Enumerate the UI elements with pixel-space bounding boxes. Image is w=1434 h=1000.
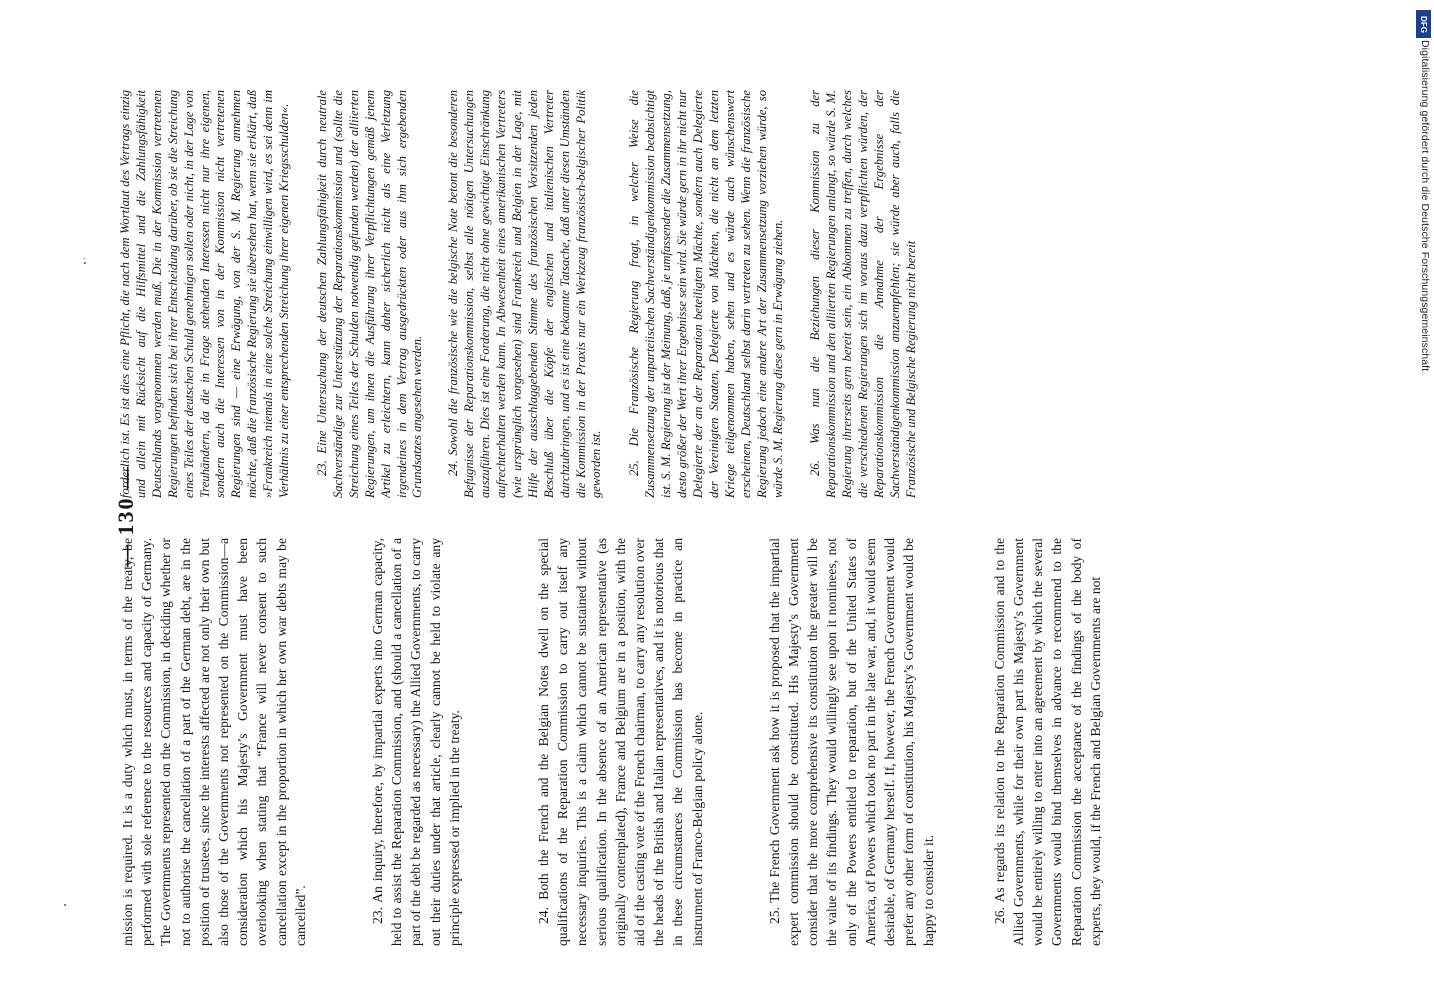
english-paragraph-26: 26. As regards its relation to the Reparation Commission and to the Allied Governments, while for their own part his Majesty’s Government would be entirely willing to enter into an agreement by which the several Governments would bind themselves in advance to recommend to the Reparation Commission the acceptance of the findings of the body of experts, they would, if the French and Belgian Governments are not	[991, 538, 1103, 946]
english-paragraph-23: 23. An inquiry, therefore, by impartial experts into German capacity, held to assist the Reparation Commission, and (should a cancellation of a part of the debt be regarded as necessary) the Allied Governments, to carry out their duties under that article, clearly cannot be held to violate any principle expressed or implied in the treaty.	[370, 538, 462, 946]
german-paragraph-25: 25. Die Französische Regierung fragt, in welcher Weise die Zusammensetzung der unparteiischen Sachverständigenkommission beabsichtigt ist. S. M. Regierung ist der Meinung, daß, je umfassender die Zusammensetzung, desto größer der Wert ihrer Ergebnisse sein wird. Sie würde gern in ihr nicht nur Delegierte der an der Reparation beteiligten Mächte, sondern auch Delegierte der Vereinigten Staaten, Delegierte von Mächten, die nicht an dem letzten Kriege teilgenommen haben, sehen und es würde auch wünschenswert erscheinen, Deutschland selbst darin vertreten zu sehen. Wenn die französische Regierung jedoch eine andere Art der Zusammensetzung vorziehen würde, so würde S. M. Regierung diese gern in Erwägung ziehen.	[627, 90, 785, 498]
german-column	[118, 90, 1328, 498]
english-paragraph-22-continued: mission is required. It is a duty which must, in terms of the treaty, be performed with sole reference to the resources and capacity of Germany. The Governments represented on the Commission, in deciding whether or not to authorise the cancellation of a part of the German debt, are in the position of trustees, since the interests affected are not only their own but also those of the Governments not represented on the Commission—a consideration which his Majesty’s Government must have been overlooking when stating that “France will never consent to such cancellation except in the proportion in which her own war debts may be cancelled”.	[120, 538, 308, 946]
scan-speck	[84, 262, 86, 264]
scanned-page	[104, 86, 1334, 946]
german-paragraph-23: 23. Eine Untersuchung der deutschen Zahlungsfähigkeit durch neutrale Sachverständige zur Unterstützung der Reparationskommission und (sollte die Streichung eines Teiles der Schulden notwendig gefunden werden) der alliierten Regierungen, um ihnen die Ausführung ihrer Verpflichtungen gemäß jenem Artikel zu erleichtern, kann daher sicherlich nicht als eine Verletzung irgendeines in dem Vertrag ausgedrückten oder aus ihm sich ergebenden Grundsatzes angesehen werden.	[314, 90, 425, 498]
scan-speck	[64, 904, 66, 906]
german-paragraph-22-continued: forderlich ist. Es ist dies eine Pflicht, die nach dem Wortlaut des Vertrags einzig und allein mit Rücksicht auf die Hilfsmittel und die Zahlungsfähigkeit Deutschlands vorgenommen werden muß. Die in der Kommission vertretenen Regierungen befinden sich bei ihrer Entscheidung darüber, ob sie die Streichung eines Teiles der deutschen Schuld genehmigen sollen oder nicht, in der Lage von Treuhändern, da die in Frage stehenden Interessen nicht nur ihre eigenen, sondern auch die Interessen von in der Kommission nicht vertretenen Regierungen sind — eine Erwägung, von der S. M. Regierung annehmen möchte, daß die französische Regierung sie übersehen hat, wenn sie erklärt, daß »Frankreich niemals in eine solche Streichung einwilligen wird, es sei denn im Verhältnis zu einer entsprechenden Streichung ihrer eigenen Kriegsschulden«.	[118, 90, 292, 498]
watermark-text: Digitalisierung gefördert durch die Deutsche Forschungsgemeinschaft	[1419, 40, 1431, 372]
page-number: — 130 —	[113, 465, 138, 567]
german-paragraph-26: 26. Was nun die Beziehungen dieser Kommission zu der Reparationskommission und den alliierten Regierungen anlangt, so würde S. M. Regierung ihrerseits gern bereit sein, ein Abkommen zu treffen, durch welches die verschiedenen Regierungen sich im voraus dazu verpflichten würden, der Reparationskommission die Annahme der Ergebnisse der Sachverständigenkommission anzuempfehlen; sie würde aber auch, falls die Französische und Belgische Regierung nicht bereit	[808, 90, 918, 498]
english-column	[118, 538, 1328, 946]
digitization-watermark	[1412, 8, 1434, 996]
scan-speck	[84, 258, 85, 259]
english-paragraph-25: 25. The French Government ask how it is proposed that the impartial expert commission should be constituted. His Majesty’s Government consider that the more comprehensive its constitution the greater will be the value of its findings. They would willingly see upon it nominees, not only of the Powers entitled to reparation, but of the United States of America, of Powers which took no part in the late war, and, it would seem desirable, of Germany herself. If, however, the French Government would prefer any other form of constitution, his Majesty’s Government would be happy to consider it.	[766, 538, 936, 946]
dfg-logo: DFG	[1416, 10, 1431, 38]
german-paragraph-24: 24. Sowohl die französische wie die belgische Note betont die besonderen Befugnisse der Reparationskommission, selbst alle nötigen Untersuchungen auszuführen. Dies ist eine Forderung, die nicht ohne gewichtige Einschränkung aufrechterhalten werden kann. In Abwesenheit eines amerikanischen Vertreters (wie ursprünglich vorgesehen) sind Frankreich und Belgien in der Lage, mit Hilfe der ausschlaggebenden Stimme des französischen Vorsitzenden jeden Beschluß über die Köpfe der englischen und italienischen Vertreter durchzubringen, und es ist eine bekannte Tatsache, daß unter diesen Umständen die Kommission in der Praxis nur ein Werkzeug französisch-belgischer Politik geworden ist.	[446, 90, 604, 498]
english-paragraph-24: 24. Both the French and the Belgian Notes dwell on the special qualifications of the Reparation Commission to carry out itself any necessary inquiries. This is a claim which cannot be sustained without serious qualification. In the absence of an American representative (as originally contemplated), France and Belgium are in a position, with the aid of the casting vote of the French chairman, to carry any resolution over the heads of the British and Italian representatives, and it is notorious that in these circumstances the Commission has become in practice an instrument of Franco-Belgian policy alone.	[536, 538, 705, 946]
